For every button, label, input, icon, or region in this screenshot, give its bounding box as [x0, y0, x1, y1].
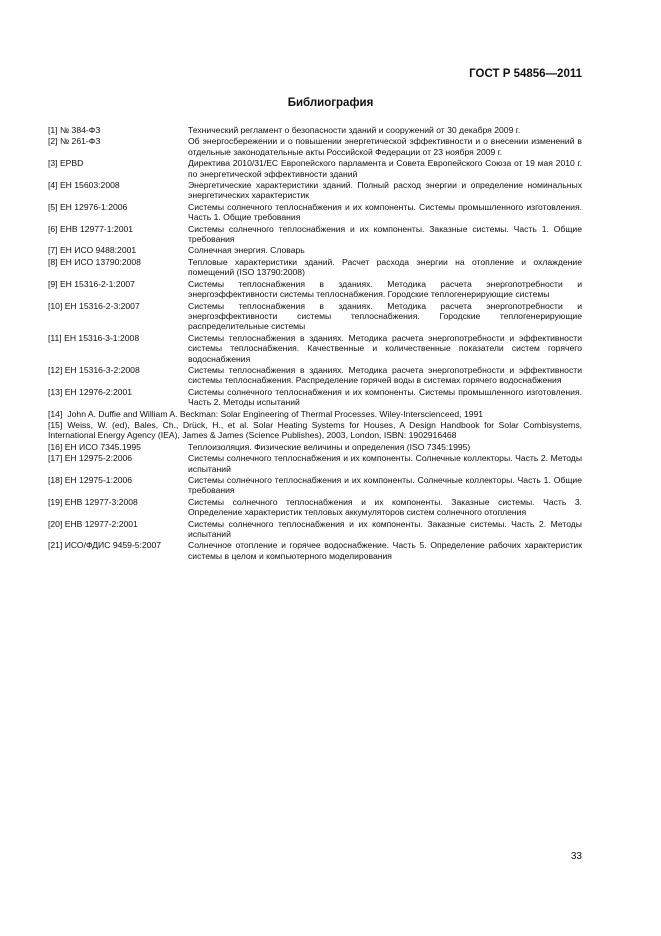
- reference-entry: [48, 475, 582, 496]
- reference-description: Системы теплоснабжения в зданиях. Методика расчета энергопотребности и энергоэффективности системы теплоснабжения. Городские теплогенерирующие системы: [188, 278, 582, 300]
- reference-entry: [48, 519, 582, 540]
- reference-entry: [48, 497, 582, 518]
- reference-list: [48, 125, 582, 562]
- reference-description: Солнечная энергия. Словарь: [188, 245, 305, 256]
- reference-description: Системы теплоснабжения в зданиях. Методика расчета энергопотребности и эффективности системы теплоснабжения. Распределение горячей воды в системах горячего водоснабжения: [188, 364, 582, 386]
- reference-number: [9] ЕН 15316-2-1:2007: [48, 278, 135, 289]
- reference-description: Weiss, W. (ed), Bales, Ch., Drück, H., et al. Solar Heating Systems for Houses, A Design Handbook for Solar Combisystems, International Energy Agency (IEA), James & James (Science Publishes), 2003, London, ISBN: 1902916468: [48, 419, 582, 441]
- reference-description: Системы теплоснабжения в зданиях. Методика расчета энергопотребности и эффективности системы теплоснабжения. Качественные и количественные показатели систем горячего водоснабжения: [188, 332, 582, 364]
- reference-number: [13] ЕН 12976-2:2001: [48, 386, 133, 397]
- reference-description: Солнечное отопление и горячее водоснабжение. Часть 5. Определение рабочих характеристик системы в целом и компьютерного моделирования: [188, 540, 582, 561]
- reference-entry: [48, 136, 582, 157]
- reference-entry: [48, 301, 582, 332]
- reference-number: [18] ЕН 12975-1:2006: [48, 475, 133, 485]
- reference-description: Теплоизоляция. Физические величины и определения (ISO 7345:1995): [188, 441, 471, 452]
- reference-number: [12] ЕН 15316-3-2:2008: [48, 364, 140, 375]
- reference-number: [15]: [48, 419, 63, 430]
- reference-number: [16] ЕН ИСО 7345.1995: [48, 441, 141, 452]
- reference-number: [5] ЕН 12976-1:2006: [48, 201, 128, 212]
- reference-number: [10] ЕН 15316-2-3:2007: [48, 300, 140, 311]
- reference-description: Системы теплоснабжения в зданиях. Методика расчета энергопотребности и энергоэффективности системы теплоснабжения. Городские теплогенерирующие распределительные системы: [188, 300, 582, 332]
- reference-description: Технический регламент о безопасности зданий и сооружений от 30 декабря 2009 г.: [188, 125, 521, 135]
- reference-description: Системы солнечного теплоснабжения и их компоненты. Солнечные коллекторы. Часть 1. Общие требования: [188, 475, 582, 496]
- reference-entry: [48, 387, 582, 408]
- document-code-header: ГОСТ Р 54856—2011: [469, 68, 582, 80]
- page-number: 33: [570, 851, 582, 862]
- reference-entry: [48, 333, 582, 364]
- reference-description: Об энергосбережении и о повышении энергетической эффективности и о внесении изменений в отдельные законодательные акты Российской Федерации от 23 ноября 2009 г.: [188, 136, 582, 157]
- reference-number: [8] ЕН ИСО 13790:2008: [48, 256, 141, 267]
- reference-entry: [48, 279, 582, 300]
- reference-entry: [48, 540, 582, 561]
- bibliography-title: Библиография: [287, 97, 374, 109]
- reference-entry: [48, 125, 582, 135]
- reference-entry: [48, 245, 582, 255]
- reference-description: Тепловые характеристики зданий. Расчет расхода энергии на отопление и охлаждение помещений (ISO 13790:2008): [188, 256, 582, 278]
- reference-entry: [48, 409, 582, 419]
- reference-number: [20] ЕНВ 12977-2:2001: [48, 518, 138, 529]
- reference-entry: [48, 453, 582, 474]
- reference-description: Энергетические характеристики зданий. Полный расход энергии и определение номинальных энергетических характеристик: [188, 180, 582, 201]
- reference-entry: [48, 158, 582, 179]
- reference-number: [6] ЕНВ 12977-1:2001: [48, 223, 134, 234]
- reference-entry: [48, 442, 582, 452]
- reference-number: [2] № 261-ФЗ: [48, 136, 101, 147]
- reference-description: Директива 2010/31/ЕС Европейского парламента и Совета Европейского Союза от 19 мая 2010 г. по энергетической эффективности зданий: [188, 158, 582, 179]
- reference-number: [4] ЕН 15603:2008: [48, 180, 120, 191]
- reference-description: Системы солнечного теплоснабжения и их компоненты. Системы промышленного изготовления. Часть 2. Методы испытаний: [188, 386, 582, 408]
- reference-entry: [48, 257, 582, 278]
- reference-description: Системы солнечного теплоснабжения и их компоненты. Системы промышленного изготовления. Часть 1. Общие требования: [188, 201, 582, 223]
- reference-number: [17] ЕН 12975-2:2006: [48, 453, 133, 464]
- reference-description: Системы солнечного теплоснабжения и их компоненты. Заказные системы. Часть 2. Методы испытаний: [188, 518, 582, 540]
- reference-number: [19] ЕНВ 12977-3:2008: [48, 496, 138, 507]
- reference-number: [3] EPBD: [48, 158, 84, 169]
- reference-number: [21] ИСО/ФДИС 9459-5:2007: [48, 540, 162, 551]
- reference-entry: [48, 202, 582, 223]
- reference-description: Системы солнечного теплоснабжения и их компоненты. Заказные системы. Часть 3. Определение характеристик тепловых аккумуляторов систем солнечного отопления: [188, 496, 582, 518]
- reference-description: Системы солнечного теплоснабжения и их компоненты. Солнечные коллекторы. Часть 2. Методы испытаний: [188, 453, 582, 474]
- reference-full-text: [48, 420, 582, 441]
- reference-entry: [48, 224, 582, 245]
- reference-entry: [48, 180, 582, 201]
- reference-number: [7] ЕН ИСО 9488:2001: [48, 245, 137, 256]
- reference-entry: [48, 420, 582, 441]
- reference-number: [14]: [48, 408, 63, 419]
- reference-description: John A. Duffie and William A. Beckman: Solar Engineering of Thermal Processes. Wiley-Intersciencеed, 1991: [67, 408, 484, 419]
- reference-number: [1] № 384-ФЗ: [48, 125, 101, 135]
- reference-number: [11] ЕН 15316-3-1:2008: [48, 332, 140, 343]
- reference-entry: [48, 365, 582, 386]
- reference-full-text: [48, 409, 582, 419]
- reference-description: Системы солнечного теплоснабжения и их компоненты. Заказные системы. Часть 1. Общие требования: [188, 223, 582, 245]
